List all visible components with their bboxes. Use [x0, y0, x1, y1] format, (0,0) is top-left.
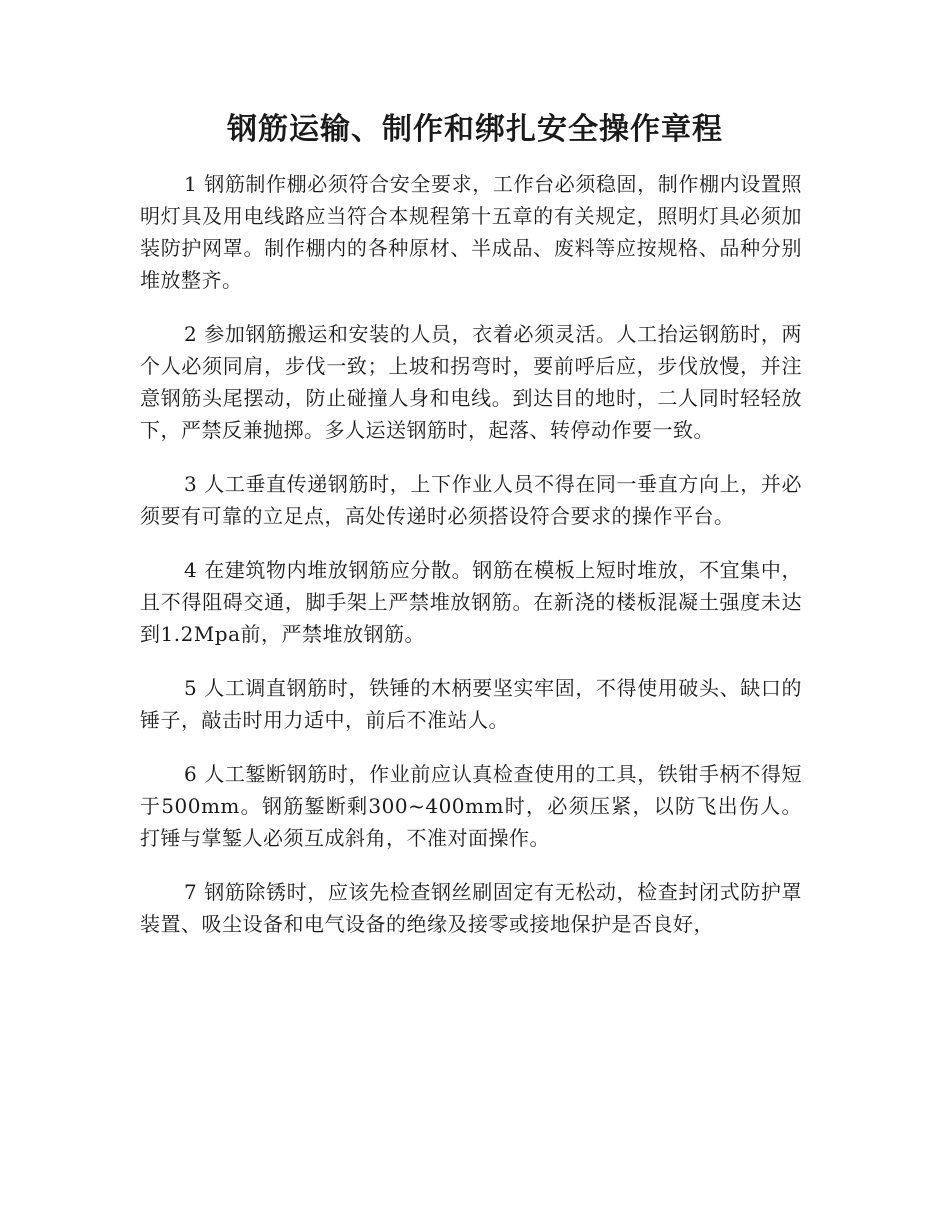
document-title: 钢筋运输、制作和绑扎安全操作章程	[227, 112, 723, 147]
paragraph-6: 6 人工錾断钢筋时，作业前应认真检查使用的工具，铁钳手柄不得短于500mm。钢筋錾断剩300~400mm时，必须压紧，以防飞出伤人。打锤与掌錾人必须互成斜角，不准对面操作。	[140, 762, 802, 850]
paragraph-1: 1 钢筋制作棚必须符合安全要求，工作台必须稳固，制作棚内设置照明灯具及用电线路应当符合本规程第十五章的有关规定，照明灯具必须加装防护网罩。制作棚内的各种原材、半成品、废料等应按规格、品种分别堆放整齐。	[140, 172, 802, 292]
paragraph-4: 4 在建筑物内堆放钢筋应分散。钢筋在模板上短时堆放，不宜集中，且不得阻碍交通，脚手架上严禁堆放钢筋。在新浇的楼板混凝土强度未达到1.2Mpa前，严禁堆放钢筋。	[140, 558, 802, 646]
paragraph-5: 5 人工调直钢筋时，铁锤的木柄要坚实牢固，不得使用破头、缺口的锤子，敲击时用力适中，前后不准站人。	[140, 676, 802, 732]
document-body	[140, 168, 802, 962]
paragraph-3: 3 人工垂直传递钢筋时，上下作业人员不得在同一垂直方向上，并必须要有可靠的立足点，高处传递时必须搭设符合要求的操作平台。	[140, 472, 802, 528]
paragraph-7: 7 钢筋除锈时，应该先检查钢丝刷固定有无松动，检查封闭式防护罩装置、吸尘设备和电气设备的绝缘及接零或接地保护是否良好，	[140, 880, 802, 936]
paragraph-2: 2 参加钢筋搬运和安装的人员，衣着必须灵活。人工抬运钢筋时，两个人必须同肩，步伐一致；上坡和拐弯时，要前呼后应，步伐放慢，并注意钢筋头尾摆动，防止碰撞人身和电线。到达目的地时，二人同时轻轻放下，严禁反兼抛掷。多人运送钢筋时，起落、转停动作要一致。	[140, 322, 802, 442]
